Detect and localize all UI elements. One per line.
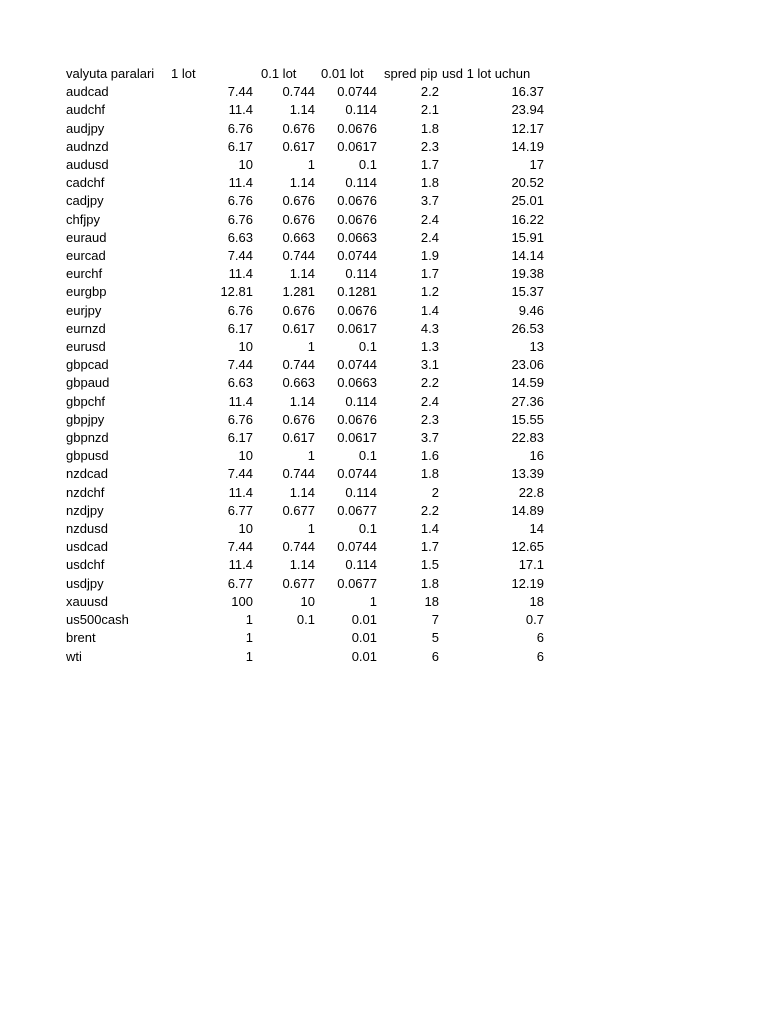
one-lot-cell: 11.4	[228, 175, 253, 191]
table-row	[66, 83, 544, 101]
usd-per-lot-cell: 20.52	[511, 175, 544, 191]
pair-cell: nzdcad	[66, 466, 108, 482]
spread-pip-cell: 1.8	[420, 175, 439, 191]
one-lot-cell: 12.81	[220, 284, 253, 300]
table-row	[66, 411, 544, 429]
one-lot-cell: 6.76	[227, 411, 253, 427]
tenth-lot-cell: 1.14	[289, 557, 315, 573]
one-lot-cell: 6.63	[227, 229, 253, 245]
table-row	[66, 575, 544, 593]
one-lot-cell: 11.4	[228, 484, 253, 500]
pair-cell: gbpcad	[66, 357, 109, 373]
one-lot-cell: 100	[231, 593, 253, 609]
pair-cell: audchf	[66, 102, 106, 118]
spread-pip-cell: 1.6	[420, 448, 439, 464]
header-spread-pip: spred pip	[384, 66, 438, 81]
spread-pip-cell: 5	[431, 630, 439, 646]
pair-cell: gbpnzd	[66, 430, 109, 446]
table-row	[66, 265, 544, 283]
table-row	[66, 611, 544, 629]
one-lot-cell: 7.44	[227, 84, 253, 100]
hundredth-lot-cell: 0.0744	[337, 466, 377, 482]
usd-per-lot-cell: 14.19	[511, 138, 544, 154]
table-row	[66, 556, 544, 574]
spread-pip-cell: 2	[431, 484, 439, 500]
table-row	[66, 393, 544, 411]
tenth-lot-cell: 1.14	[289, 175, 315, 191]
pair-cell: gbpchf	[66, 393, 106, 409]
table-row	[66, 138, 544, 156]
hundredth-lot-cell: 0.1	[358, 448, 377, 464]
hundredth-lot-cell: 0.01	[351, 648, 377, 664]
table-row	[66, 502, 544, 520]
tenth-lot-cell: 0.663	[282, 375, 315, 391]
table-row	[66, 593, 544, 611]
spread-pip-cell: 2.4	[420, 393, 439, 409]
hundredth-lot-cell: 0.0676	[337, 411, 377, 427]
usd-per-lot-cell: 22.8	[518, 484, 544, 500]
tenth-lot-cell: 1	[307, 448, 315, 464]
pair-cell: nzdchf	[66, 484, 105, 500]
spread-pip-cell: 1.8	[420, 575, 439, 591]
spread-pip-cell: 18	[424, 593, 439, 609]
usd-per-lot-cell: 9.46	[518, 302, 544, 318]
one-lot-cell: 6.17	[227, 320, 253, 336]
table-row	[66, 120, 544, 138]
tenth-lot-cell: 0.676	[282, 211, 315, 227]
tenth-lot-cell: 0.663	[282, 229, 315, 245]
table-row	[66, 283, 544, 301]
tenth-lot-cell: 0.676	[282, 411, 315, 427]
usd-per-lot-cell: 19.38	[511, 266, 544, 282]
pair-cell: eurcad	[66, 248, 106, 264]
one-lot-cell: 6.17	[227, 430, 253, 446]
usd-per-lot-cell: 18	[529, 593, 544, 609]
table-row	[66, 302, 544, 320]
spread-pip-cell: 2.1	[420, 102, 439, 118]
one-lot-cell: 11.4	[228, 557, 253, 573]
pair-cell: eurjpy	[66, 302, 102, 318]
hundredth-lot-cell: 0.0744	[337, 248, 377, 264]
hundredth-lot-cell: 0.0617	[337, 320, 377, 336]
tenth-lot-cell: 0.744	[282, 84, 315, 100]
table-row	[66, 156, 544, 174]
table-row	[66, 192, 544, 210]
hundredth-lot-cell: 0.114	[345, 393, 377, 409]
table-row	[66, 538, 544, 556]
one-lot-cell: 11.4	[228, 266, 253, 282]
tenth-lot-cell: 10	[300, 593, 315, 609]
usd-per-lot-cell: 6	[536, 648, 544, 664]
pair-cell: audjpy	[66, 120, 105, 136]
pair-cell: xauusd	[66, 593, 108, 609]
tenth-lot-cell: 1.281	[282, 284, 315, 300]
hundredth-lot-cell: 0.114	[345, 266, 377, 282]
pair-cell: audcad	[66, 84, 109, 100]
header-1-lot: 1 lot	[171, 66, 196, 81]
table-row	[66, 247, 544, 265]
hundredth-lot-cell: 0.0676	[337, 193, 377, 209]
usd-per-lot-cell: 13.39	[511, 466, 544, 482]
header-0-01-lot: 0.01 lot	[321, 66, 364, 81]
spread-pip-cell: 1.5	[420, 557, 439, 573]
spread-pip-cell: 2.3	[420, 138, 439, 154]
hundredth-lot-cell: 0.1	[358, 157, 377, 173]
hundredth-lot-cell: 1	[369, 593, 377, 609]
pair-cell: eurusd	[66, 339, 106, 355]
one-lot-cell: 6.76	[227, 211, 253, 227]
tenth-lot-cell: 0.677	[282, 502, 315, 518]
hundredth-lot-cell: 0.0744	[337, 539, 377, 555]
one-lot-cell: 10	[238, 339, 253, 355]
one-lot-cell: 6.77	[227, 575, 253, 591]
table-row	[66, 229, 544, 247]
one-lot-cell: 6.17	[227, 138, 253, 154]
hundredth-lot-cell: 0.1	[358, 521, 377, 537]
table-row	[66, 447, 544, 465]
hundredth-lot-cell: 0.1281	[337, 284, 377, 300]
tenth-lot-cell: 0.676	[282, 193, 315, 209]
spread-pip-cell: 1.4	[420, 302, 439, 318]
usd-per-lot-cell: 0.7	[525, 612, 544, 628]
spread-pip-cell: 1.8	[420, 466, 439, 482]
usd-per-lot-cell: 27.36	[511, 393, 544, 409]
table-row	[66, 520, 544, 538]
pair-cell: nzdusd	[66, 521, 108, 537]
spread-pip-cell: 2.2	[420, 502, 439, 518]
one-lot-cell: 7.44	[227, 466, 253, 482]
one-lot-cell: 7.44	[227, 248, 253, 264]
spread-pip-cell: 1.3	[420, 339, 439, 355]
tenth-lot-cell: 1	[307, 521, 315, 537]
hundredth-lot-cell: 0.0677	[337, 502, 377, 518]
tenth-lot-cell: 0.676	[282, 120, 315, 136]
usd-per-lot-cell: 17.1	[518, 557, 544, 573]
one-lot-cell: 6.77	[227, 502, 253, 518]
pair-cell: euraud	[66, 229, 107, 245]
tenth-lot-cell	[253, 629, 315, 647]
hundredth-lot-cell: 0.114	[345, 557, 377, 573]
spread-pip-cell: 2.4	[420, 229, 439, 245]
one-lot-cell: 6.63	[227, 375, 253, 391]
hundredth-lot-cell: 0.0676	[337, 302, 377, 318]
table-row	[66, 356, 544, 374]
spread-pip-cell: 1.2	[420, 284, 439, 300]
one-lot-cell: 6.76	[227, 120, 253, 136]
spread-pip-cell: 1.7	[420, 157, 439, 173]
usd-per-lot-cell: 6	[536, 630, 544, 646]
spread-pip-cell: 7	[431, 612, 439, 628]
spread-pip-cell: 6	[431, 648, 439, 664]
hundredth-lot-cell: 0.0663	[337, 229, 377, 245]
one-lot-cell: 11.4	[228, 393, 253, 409]
one-lot-cell: 10	[238, 157, 253, 173]
pair-cell: eurgbp	[66, 284, 107, 300]
spread-pip-cell: 2.2	[420, 375, 439, 391]
table-row	[66, 465, 544, 483]
usd-per-lot-cell: 14.89	[511, 502, 544, 518]
one-lot-cell: 6.76	[227, 193, 253, 209]
pair-cell: gbpusd	[66, 448, 109, 464]
spread-pip-cell: 4.3	[420, 320, 439, 336]
spread-pip-cell: 1.7	[420, 266, 439, 282]
spread-pip-cell: 3.7	[420, 430, 439, 446]
tenth-lot-cell: 1.14	[289, 484, 315, 500]
hundredth-lot-cell: 0.0676	[337, 211, 377, 227]
tenth-lot-cell: 0.677	[282, 575, 315, 591]
hundredth-lot-cell: 0.0663	[337, 375, 377, 391]
usd-per-lot-cell: 14.59	[511, 375, 544, 391]
one-lot-cell: 6.76	[227, 302, 253, 318]
table-row	[66, 338, 544, 356]
header-currency-pairs: valyuta paralari	[66, 66, 155, 81]
spread-pip-cell: 3.1	[420, 357, 439, 373]
table-row	[66, 174, 544, 192]
hundredth-lot-cell: 0.0617	[337, 138, 377, 154]
table-row	[66, 429, 544, 447]
spread-pip-cell: 2.4	[420, 211, 439, 227]
one-lot-cell: 11.4	[228, 102, 253, 118]
one-lot-cell: 7.44	[227, 539, 253, 555]
table-row	[66, 101, 544, 119]
usd-per-lot-cell: 14.14	[511, 248, 544, 264]
tenth-lot-cell: 0.617	[282, 430, 315, 446]
usd-per-lot-cell: 15.55	[511, 411, 544, 427]
usd-per-lot-cell: 23.06	[511, 357, 544, 373]
pair-cell: nzdjpy	[66, 502, 104, 518]
hundredth-lot-cell: 0.01	[351, 630, 377, 646]
usd-per-lot-cell: 17	[529, 157, 544, 173]
spread-pip-cell: 1.8	[420, 120, 439, 136]
pair-cell: usdcad	[66, 539, 108, 555]
usd-per-lot-cell: 22.83	[511, 430, 544, 446]
spread-pip-cell: 1.9	[420, 248, 439, 264]
hundredth-lot-cell: 0.0676	[337, 120, 377, 136]
usd-per-lot-cell: 12.65	[511, 539, 544, 555]
usd-per-lot-cell: 23.94	[511, 102, 544, 118]
pair-cell: audnzd	[66, 138, 109, 154]
tenth-lot-cell	[253, 648, 315, 666]
header-usd-per-lot: usd 1 lot uchun	[442, 66, 531, 81]
usd-per-lot-cell: 16.22	[511, 211, 544, 227]
tenth-lot-cell: 0.1	[296, 612, 315, 628]
one-lot-cell: 1	[245, 630, 253, 646]
usd-per-lot-cell: 12.19	[511, 575, 544, 591]
hundredth-lot-cell: 0.0744	[337, 84, 377, 100]
pair-cell: usdchf	[66, 557, 105, 573]
hundredth-lot-cell: 0.114	[345, 484, 377, 500]
table-row	[66, 320, 544, 338]
one-lot-cell: 10	[238, 521, 253, 537]
tenth-lot-cell: 0.676	[282, 302, 315, 318]
tenth-lot-cell: 0.617	[282, 320, 315, 336]
table-row	[66, 484, 544, 502]
pair-cell: gbpaud	[66, 375, 110, 391]
pair-cell: us500cash	[66, 612, 129, 628]
hundredth-lot-cell: 0.114	[345, 175, 377, 191]
spread-pip-cell: 3.7	[420, 193, 439, 209]
spread-pip-cell: 1.4	[420, 521, 439, 537]
header-row	[66, 65, 544, 83]
hundredth-lot-cell: 0.1	[358, 339, 377, 355]
table-row	[66, 374, 544, 392]
usd-per-lot-cell: 25.01	[511, 193, 544, 209]
tenth-lot-cell: 0.744	[282, 539, 315, 555]
table-row	[66, 211, 544, 229]
pair-cell: usdjpy	[66, 575, 104, 591]
tenth-lot-cell: 0.617	[282, 138, 315, 154]
usd-per-lot-cell: 16.37	[511, 84, 544, 100]
tenth-lot-cell: 0.744	[282, 466, 315, 482]
spread-pip-cell: 1.7	[420, 539, 439, 555]
table-row	[66, 648, 544, 666]
pair-cell: chfjpy	[66, 211, 100, 227]
tenth-lot-cell: 1.14	[289, 393, 315, 409]
hundredth-lot-cell: 0.0617	[337, 430, 377, 446]
pair-cell: audusd	[66, 157, 109, 173]
pair-cell: eurnzd	[66, 320, 106, 336]
usd-per-lot-cell: 14	[529, 521, 544, 537]
table-body	[66, 83, 544, 666]
pair-cell: brent	[66, 630, 96, 646]
table-row	[66, 629, 544, 647]
usd-per-lot-cell: 15.37	[511, 284, 544, 300]
usd-per-lot-cell: 15.91	[511, 229, 544, 245]
pair-cell: gbpjpy	[66, 411, 105, 427]
tenth-lot-cell: 1.14	[289, 102, 315, 118]
tenth-lot-cell: 0.744	[282, 248, 315, 264]
one-lot-cell: 7.44	[227, 357, 253, 373]
usd-per-lot-cell: 13	[529, 339, 544, 355]
spreadsheet-page	[66, 65, 544, 666]
usd-per-lot-cell: 12.17	[511, 120, 544, 136]
hundredth-lot-cell: 0.0744	[337, 357, 377, 373]
spread-pip-cell: 2.3	[420, 411, 439, 427]
tenth-lot-cell: 1	[307, 157, 315, 173]
one-lot-cell: 1	[245, 648, 253, 664]
header-0-1-lot: 0.1 lot	[261, 66, 297, 81]
tenth-lot-cell: 0.744	[282, 357, 315, 373]
pair-cell: eurchf	[66, 266, 103, 282]
hundredth-lot-cell: 0.114	[345, 102, 377, 118]
pair-cell: wti	[66, 648, 82, 664]
hundredth-lot-cell: 0.0677	[337, 575, 377, 591]
tenth-lot-cell: 1	[307, 339, 315, 355]
pair-cell: cadjpy	[66, 193, 104, 209]
one-lot-cell: 10	[238, 448, 253, 464]
hundredth-lot-cell: 0.01	[351, 612, 377, 628]
tenth-lot-cell: 1.14	[289, 266, 315, 282]
currency-lot-table	[66, 65, 544, 666]
pair-cell: cadchf	[66, 175, 105, 191]
one-lot-cell: 1	[245, 612, 253, 628]
usd-per-lot-cell: 26.53	[511, 320, 544, 336]
spread-pip-cell: 2.2	[420, 84, 439, 100]
usd-per-lot-cell: 16	[529, 448, 544, 464]
